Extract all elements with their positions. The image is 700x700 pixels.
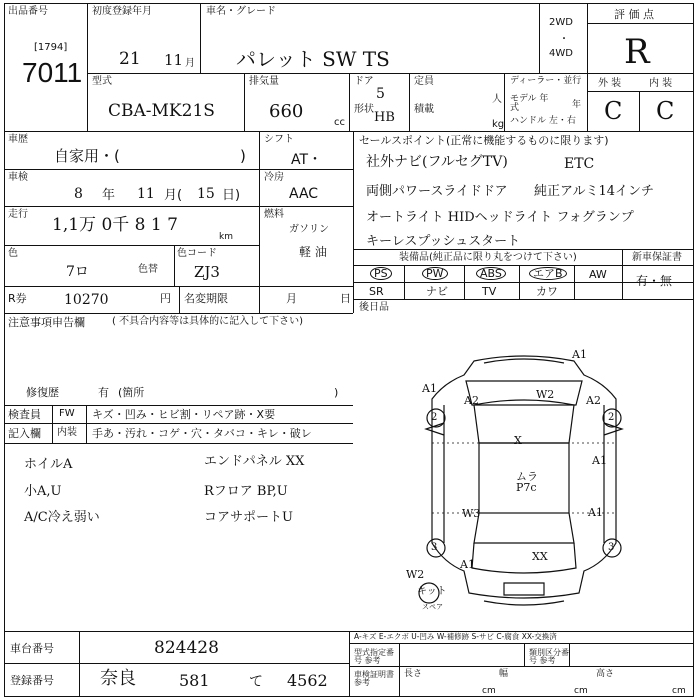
- month-unit: 月: [185, 58, 195, 69]
- model-grade-label: 車名・グレード: [206, 6, 276, 17]
- mileage-unit: km: [219, 232, 233, 242]
- interior-items: 手あ・汚れ・コゲ・穴・タバコ・キレ・破レ: [92, 427, 312, 440]
- equip-leather: カワ: [536, 285, 558, 298]
- mark-rear-panel: XX: [532, 550, 548, 563]
- first-reg-year: 21: [119, 49, 141, 69]
- reg-class: 581: [179, 671, 210, 690]
- sales-line-1: 社外ナビ(フルセグTV): [366, 154, 508, 170]
- interior-label: 内 装: [649, 78, 673, 89]
- chassis-number: 824428: [154, 638, 219, 658]
- length-label: 長さ: [404, 669, 423, 679]
- remark-left-1: ホイルA: [24, 457, 73, 472]
- mark-right-front-fender: A2: [586, 394, 601, 407]
- repair-label: 修復歴: [26, 386, 59, 399]
- fuel-gasoline: ガソリン: [289, 224, 329, 235]
- warranty-value: 有・無: [636, 274, 673, 288]
- equip-aw: AW: [589, 268, 607, 281]
- capacity-unit: 人: [492, 94, 502, 105]
- inspection-year: 8: [74, 186, 83, 202]
- doors-label: ドア: [354, 76, 374, 87]
- sales-line-6: キーレスプッシュスタート: [366, 234, 521, 249]
- type-value: CBA-MK21S: [108, 101, 215, 121]
- exterior-label: 外 装: [598, 78, 622, 89]
- overall-score: R: [624, 32, 650, 72]
- ticket-unit: 円: [160, 292, 171, 305]
- remark-right-1: エンドパネル XX: [204, 454, 305, 469]
- spare-sub-label: スペア: [422, 603, 443, 611]
- type-cert-label: 型式指定番号 参考: [354, 648, 394, 665]
- mark-front-bumper: A1: [572, 348, 587, 361]
- equip-sr: SR: [369, 285, 384, 298]
- model-year-unit: 年: [572, 100, 582, 110]
- repair-close: ): [334, 386, 339, 399]
- fuel-label: 燃料: [264, 209, 284, 220]
- spare-kit-label: キット: [417, 586, 447, 597]
- capacity-label: 定員: [414, 76, 434, 87]
- sales-line-4: 純正アルミ14インチ: [534, 184, 655, 199]
- cert-label: 車検証明書 参考: [354, 670, 394, 687]
- cc-label: 排気量: [249, 76, 279, 87]
- handle-label: ハンドル 左・右: [510, 116, 576, 126]
- notes-title: 注意事項申告欄: [8, 316, 85, 329]
- length-unit: cm: [482, 686, 496, 696]
- mark-roof-x: X: [514, 434, 522, 447]
- inspection-unit-day: 日): [222, 188, 241, 203]
- fw-label: FW: [59, 408, 75, 419]
- dealer-label: ディーラー・並行: [510, 76, 582, 86]
- color-code-value: ZJ3: [194, 263, 220, 281]
- inspection-unit-month: 月(: [164, 188, 183, 203]
- load-unit: kg: [492, 119, 505, 130]
- ticket-value: 10270: [64, 292, 109, 308]
- repaint-label: 色替: [138, 264, 158, 275]
- mark-hood: W2: [536, 388, 555, 401]
- equip-airbag: エアB: [529, 267, 567, 280]
- width-label: 幅: [499, 669, 509, 679]
- sales-line-3: 両側パワースライドドア: [366, 184, 508, 199]
- exterior-grade: C: [604, 97, 623, 125]
- drive-4wd: 4WD: [549, 48, 573, 59]
- inspection-unit-year: 年: [102, 188, 116, 203]
- reg-region: 奈良: [100, 668, 136, 689]
- mileage-value: 1,1万 0千 8 1 7: [52, 215, 178, 235]
- reg-label: 登録番号: [10, 674, 54, 687]
- remark-left-2: 小A,U: [24, 484, 62, 499]
- model-year-label: モデル 年式: [510, 94, 549, 113]
- ac-label: 冷房: [264, 172, 284, 183]
- sales-line-2: ETC: [564, 156, 595, 172]
- inspector-label: 検査員: [8, 408, 41, 421]
- shape-value: HB: [374, 110, 395, 125]
- sales-title: セールスポイント(正常に機能するものに限ります): [359, 134, 609, 147]
- reg-kana: て: [249, 674, 263, 690]
- history-label: 車歴: [8, 134, 28, 145]
- notes-hint: ( 不具合内容等は具体的に記入して下さい): [112, 316, 303, 327]
- mark-wheel-rr: 3: [608, 542, 615, 553]
- doors-value: 5: [376, 86, 385, 102]
- mark-right-rear: A1: [588, 506, 603, 519]
- color-label: 色: [8, 248, 18, 259]
- repair-place: (箇所: [118, 386, 145, 399]
- reg-number: 4562: [287, 671, 328, 690]
- lot-sub: [1794]: [34, 42, 68, 53]
- cc-value: 660: [269, 101, 304, 122]
- warranty-label: 新車保証書: [632, 252, 682, 263]
- ticket-label: R券: [8, 292, 27, 305]
- color-code-label: 色コード: [177, 248, 217, 259]
- record-label: 記入欄: [8, 427, 41, 440]
- damage-legend: A-キズ E-エクボ U-凹み W-補修跡 S-サビ C-腐食 XX-交換済: [354, 632, 557, 641]
- inspection-label: 車検: [8, 172, 28, 183]
- name-change-day-unit: 日: [340, 292, 351, 305]
- interior-row-label: 内装: [57, 427, 77, 438]
- load-label: 積載: [414, 104, 434, 115]
- type-label: 型式: [92, 76, 112, 87]
- color-value: 7ロ: [66, 264, 89, 280]
- inspection-day: 15: [197, 186, 215, 202]
- class-label: 類別区分番号 参考: [529, 648, 569, 665]
- shift-label: シフト: [264, 134, 294, 145]
- first-reg-label: 初度登録年月: [92, 6, 152, 17]
- shape-label: 形状: [354, 104, 374, 115]
- lot-label: 出品番号: [8, 6, 48, 17]
- history-close: ): [240, 147, 246, 165]
- remark-left-3: A/C冷え弱い: [24, 510, 100, 525]
- after-label: 後日品: [359, 302, 389, 313]
- chassis-label: 車台番号: [10, 642, 54, 655]
- remark-right-2: Rフロア BP,U: [204, 484, 288, 499]
- mark-rear-quarter: A1: [460, 558, 475, 571]
- lot-number: 7011: [22, 57, 83, 88]
- equipment-title: 装備品(純正品に限り丸をつけて下さい): [399, 252, 577, 263]
- model-name: パレット SW TS: [236, 47, 390, 71]
- mark-left-front-fender: A2: [464, 394, 479, 407]
- inspection-month: 11: [137, 186, 155, 202]
- name-change-label: 名変期限: [184, 292, 228, 305]
- shift-value: AT・: [291, 152, 323, 168]
- car-condition-diagram: [4, 3, 694, 697]
- width-unit: cm: [574, 686, 588, 696]
- equip-abs: ABS: [476, 267, 506, 280]
- sales-line-5: オートライト HIDヘッドライト フォグランプ: [366, 210, 634, 225]
- fw-items: キズ・凹み・ヒビ割・リペア跡・X要: [92, 408, 276, 421]
- drive-2wd: 2WD: [549, 17, 573, 28]
- drive-dot: ・: [559, 34, 569, 45]
- mark-right-door: A1: [592, 454, 607, 467]
- equip-navi: ナビ: [426, 285, 448, 298]
- name-change-unit: 月: [286, 292, 297, 305]
- fuel-diesel: 軽 油: [299, 245, 327, 259]
- mark-wheel-fl: 2: [431, 412, 438, 423]
- mark-roof-paint: ムラ P7c: [516, 470, 538, 494]
- ac-value: AAC: [289, 186, 319, 202]
- cc-unit: cc: [334, 117, 345, 128]
- equip-ps: PS: [370, 267, 392, 280]
- mileage-label: 走行: [8, 209, 28, 220]
- equip-tv: TV: [482, 285, 497, 298]
- mark-left-front: A1: [422, 382, 437, 395]
- repair-has: 有: [98, 386, 109, 399]
- interior-grade: C: [656, 97, 675, 125]
- height-unit: cm: [672, 686, 686, 696]
- equip-pw: PW: [422, 267, 448, 280]
- history-value: 自家用・(: [54, 147, 120, 165]
- mark-wheel-fr: 2: [608, 412, 615, 423]
- height-label: 高さ: [596, 669, 615, 679]
- mark-rear-left: W2: [406, 568, 425, 581]
- mark-left-rear-door: W3: [462, 507, 481, 520]
- mark-wheel-rl: 3: [431, 542, 438, 553]
- first-reg-month: 11: [164, 51, 184, 69]
- remark-right-3: コアサポートU: [204, 510, 293, 525]
- score-label: 評 価 点: [614, 8, 654, 21]
- auction-sheet: [4, 3, 694, 697]
